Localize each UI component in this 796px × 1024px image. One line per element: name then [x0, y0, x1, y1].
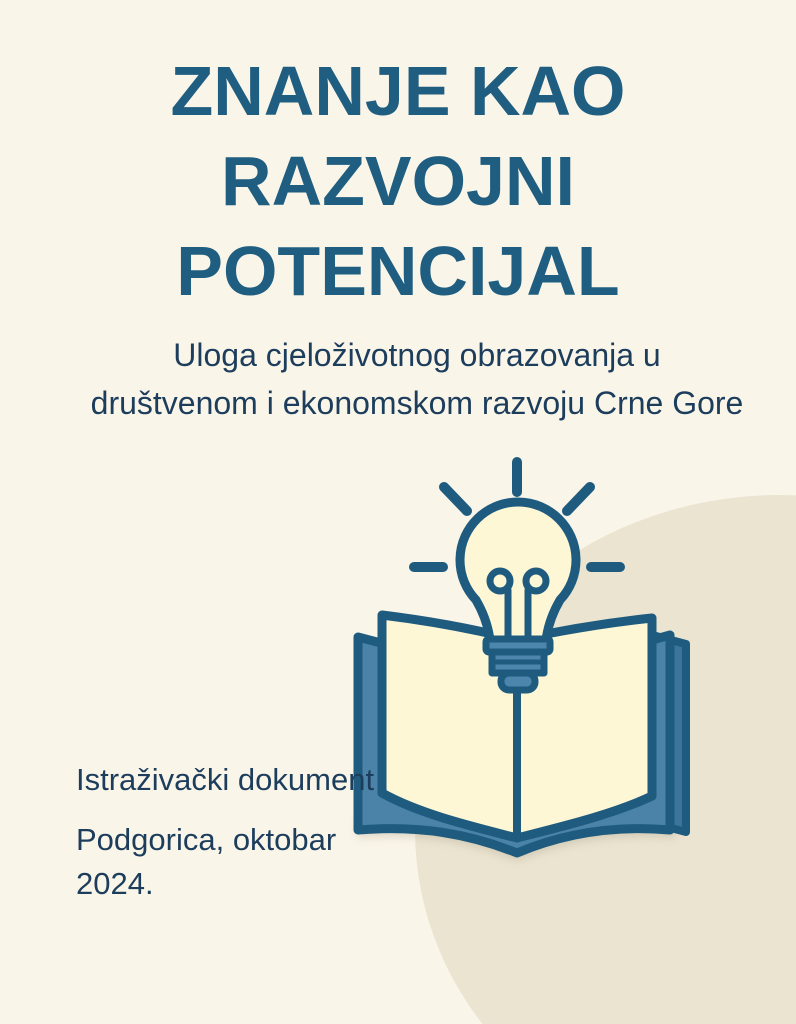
footer-block [76, 758, 376, 922]
subtitle-line-2: društvenom i ekonomskom razvoju Crne Gore [90, 385, 744, 421]
open-book-lightbulb-icon [320, 440, 720, 870]
title-line-2: RAZVOJNI [221, 142, 575, 220]
place-date-label: Podgorica, oktobar 2024. [76, 822, 337, 901]
title-line-1: ZNANJE KAO [170, 52, 626, 130]
subtitle [37, 331, 796, 427]
lightbulb-glass [460, 502, 576, 640]
page-title [0, 46, 796, 316]
document-type-label: Istraživački dokument [76, 762, 375, 797]
subtitle-line-1: Uloga cjeloživotnog obrazovanja u [173, 337, 661, 373]
title-line-3: POTENCIJAL [176, 232, 620, 310]
